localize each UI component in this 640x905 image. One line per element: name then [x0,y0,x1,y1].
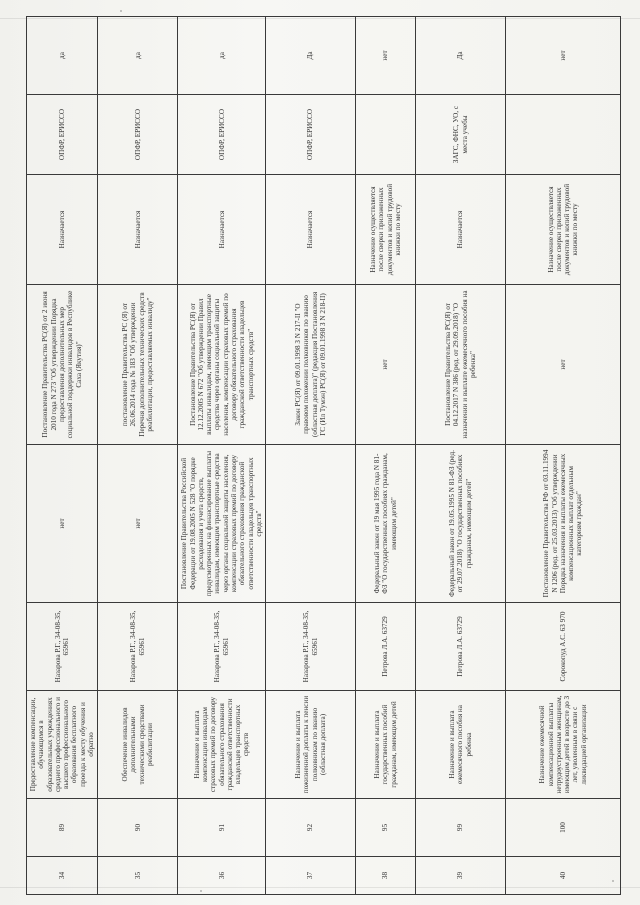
row-number-cell: 40 [506,857,621,895]
flag-cell: Да [266,17,356,95]
agency-cell: ОПФР, ЕРИССО [27,95,98,175]
regional-law-cell: Постановление Правительства РС(Я) от 12.12.2005 N 672 "Об утверждении Правил выплаты инвалидам, имеющим транспортные средства через органы социальной защиты населения, компенсации страховых премий по договору обязательного страхования гражданской ответственности владельцев транспортных средств" [178,285,266,445]
contact-cell: Назарова Р.Г., 34-08-35, 65961 [27,603,98,691]
assignment-status-cell: Назначение осуществляется после сверки приложенных документов и копий трудовой книжки по месту [356,175,416,285]
row-number-cell: 38 [356,857,416,895]
flag-cell: Да [416,17,506,95]
flag-cell: да [98,17,178,95]
row-number-cell: 34 [27,857,98,895]
regional-law-cell: постановление Правительства РС (Я) от 26.06.2014 года № 183 "Об утверждении Перечня дополнительных технических средств реабилитации, предоставляемых инвалиду" [98,285,178,445]
regional-law-cell: Постановление Правительства РС(Я) от 2 июня 2010 года N 273 "Об утверждении Порядка предоставления дополнительных мер социальной поддержки инвалидов в Республике Саха (Якутия)" [27,285,98,445]
row-number-cell: 37 [266,857,356,895]
service-name-cell: Назначение и выплата государственных пособий гражданам, имеющим детей [356,691,416,799]
contact-cell: Назарова Р.Г., 34-08-35, 65961 [178,603,266,691]
contact-cell: Петрова Л.А. 63729 [416,603,506,691]
service-name-cell: Предоставление компенсации, обучающимся в образовательных учреждениях среднего профессионального и высшего профессионального образования бесплатного проезда к месту обучения и обратно [27,691,98,799]
table-row [416,17,506,895]
federal-law-cell [266,445,356,603]
flag-cell: нет [356,17,416,95]
table-row [98,17,178,895]
row-number-cell: 39 [416,857,506,895]
row-number-cell: 35 [98,857,178,895]
contact-cell: Назарова Р.Г., 34-08-35, 65961 [98,603,178,691]
contact-cell: Назарова Р.Г., 34-08-35, 65961 [266,603,356,691]
table-row [266,17,356,895]
flag-cell: нет [506,17,621,95]
service-name-cell: Назначение и выплата ежемесячного пособия на ребенка [416,691,506,799]
assignment-status-cell: Назначается [178,175,266,285]
assignment-status-cell: Назначается [27,175,98,285]
service-name-cell: Назначение ежемесячной компенсационной выплаты нетрудоустроенным женщинам, имеющим детей в возрасте до 3 лет, уволенным в связи с ликвидацией организации [506,691,621,799]
regional-law-cell: Постановление Правительства РС(Я) от 04.12.2017 N 386 (ред. от 29.09.2018) "О назначении и выплате ежемесячного пособия на ребенка" [416,285,506,445]
contact-cell: Петрова Л.А. 63729 [356,603,416,691]
service-code-cell: 95 [356,799,416,857]
regional-law-cell: Закон РС(Я) от 09.01.1998 З N 217-II "О правовом положении полковников по званию (областная доплата)" (редакция Постановления ГС (Ил Тумэн) РС(Я) от 09.01.1998 З N 218-II) [266,285,356,445]
row-number-cell: 36 [178,857,266,895]
assignment-status-cell: Назначается [266,175,356,285]
agency-cell: ОПФР, ЕРИССО [178,95,266,175]
federal-law-cell: Постановление Правительства РФ от 03.11.1994 N 1206 (ред. от 25.03.2013) "Об утверждении Порядка назначения и выплаты ежемесячных компенсационных выплат отдельным категориям граждан" [506,445,621,603]
agency-cell: ОПФР, ЕРИССО [98,95,178,175]
services-table [26,16,621,895]
flag-cell: да [178,17,266,95]
service-code-cell: 99 [416,799,506,857]
contact-cell: Сорокопуд А.С. 63 970 [506,603,621,691]
federal-law-cell: нет [98,445,178,603]
service-code-cell: 100 [506,799,621,857]
assignment-status-cell: Назначается [98,175,178,285]
assignment-status-cell: Назначение осуществляется после сверки приложенных документов и копий трудовой книжки по месту [506,175,621,285]
agency-cell: ЗАГС, ФНС, УО, с места учебы [416,95,506,175]
flag-cell: да [27,17,98,95]
service-name-cell: Обеспечение инвалидов дополнительными техническими средствами реабилитации [98,691,178,799]
service-code-cell: 92 [266,799,356,857]
federal-law-cell: Федеральный закон от 19 мая 1995 года N 81-ФЗ "О государственных пособиях гражданам, имеющим детей" [356,445,416,603]
regional-law-cell: нет [356,285,416,445]
federal-law-cell: Федеральный закон от 19.05.1995 N 81-ФЗ (ред. от 29.07.2018) "О государственных пособиях гражданам, имеющим детей" [416,445,506,603]
table-row [506,17,621,895]
table-row [178,17,266,895]
regional-law-cell: нет [506,285,621,445]
federal-law-cell: Постановление Правительства Российской Федерации от 19.08.2005 N 528 "О порядке расходования и учета средств, предусмотренных на финансирование выплаты инвалидам, имеющим транспортные средства через органы социальной защиты населения, компенсации страховых премий по договору обязательного страхования гражданской ответственности владельцев транспортных средств" [178,445,266,603]
federal-law-cell: нет [27,445,98,603]
service-code-cell: 91 [178,799,266,857]
table-row [27,17,98,895]
service-code-cell: 90 [98,799,178,857]
agency-cell [356,95,416,175]
service-name-cell: Назначение и выплата компенсации инвалидам страховых премий по договору обязательного страхования гражданской ответственности владельцев транспортных средств [178,691,266,799]
assignment-status-cell: Назначается [416,175,506,285]
agency-cell [506,95,621,175]
service-code-cell: 89 [27,799,98,857]
service-name-cell: Назначение и выплата пожизненной доплаты к пенсии полковникам по званию (областная доплата) [266,691,356,799]
agency-cell: ОПФР, ЕРИССО [266,95,356,175]
table-row [356,17,416,895]
